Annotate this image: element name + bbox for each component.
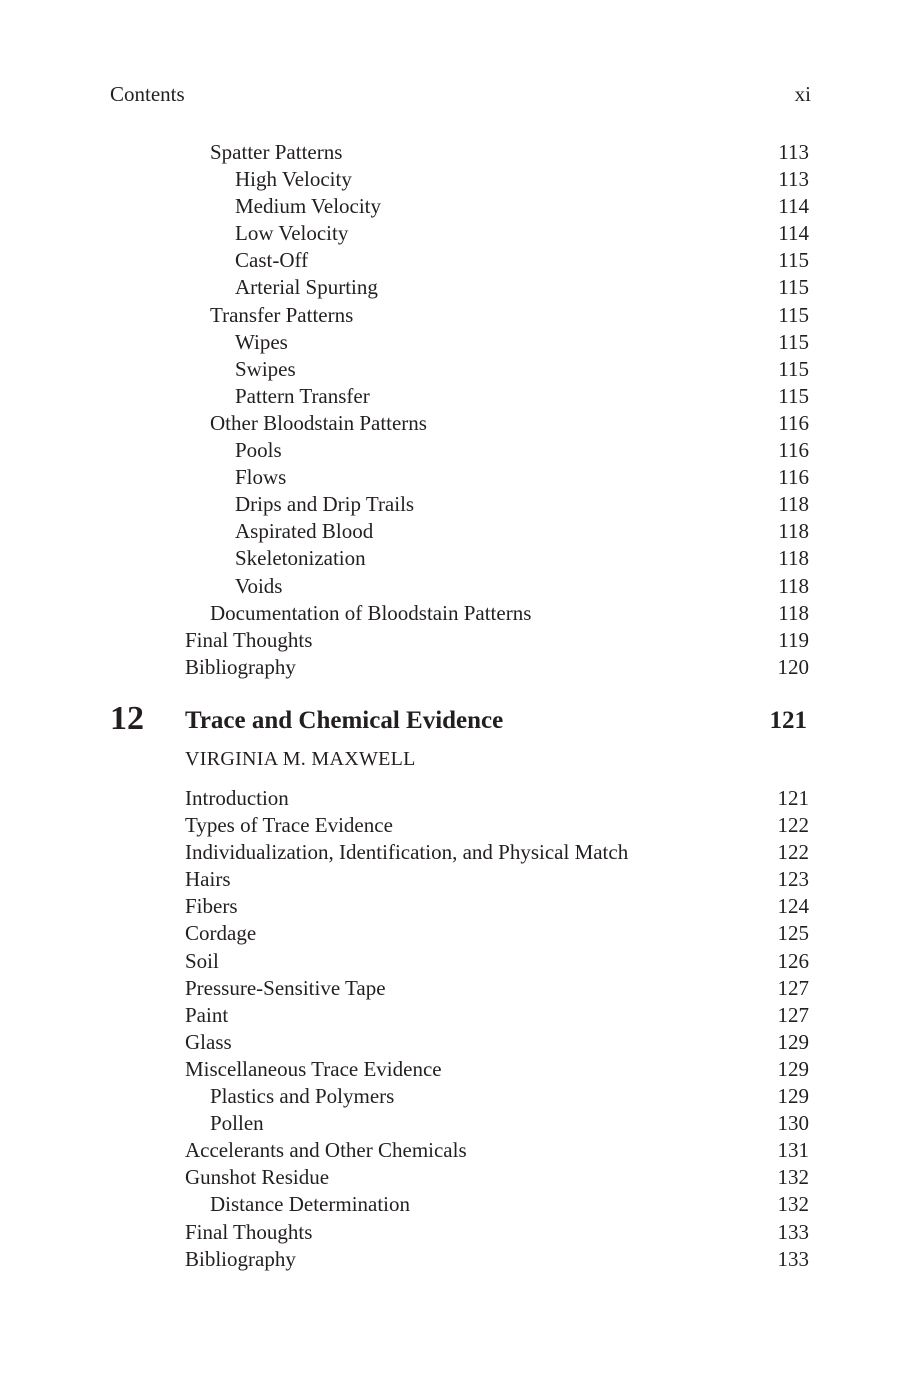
toc-entry-label: Distance Determination bbox=[210, 1192, 411, 1217]
toc-entry bbox=[0, 491, 922, 518]
toc-entry bbox=[0, 948, 922, 975]
toc-entry bbox=[0, 410, 922, 437]
toc-entry-label: Arterial Spurting bbox=[235, 275, 378, 300]
toc-entry bbox=[0, 1056, 922, 1083]
toc-entry-label: Other Bloodstain Patterns bbox=[210, 410, 427, 435]
toc-entry-page-number: 126 bbox=[777, 948, 809, 973]
toc-entry bbox=[0, 545, 922, 572]
toc-entry-label: Cordage bbox=[185, 921, 257, 946]
toc-entry-page-number: 114 bbox=[778, 221, 809, 246]
toc-entry-page-number: 125 bbox=[777, 921, 809, 946]
toc-entry-label: Soil bbox=[185, 948, 219, 973]
toc-entry-label: Individualization, Identification, and Physical Match bbox=[185, 840, 629, 865]
toc-entry-page-number: 114 bbox=[778, 194, 809, 219]
toc-entry-page-number: 118 bbox=[778, 492, 809, 517]
toc-entry bbox=[0, 166, 922, 193]
toc-entry-label: Cast-Off bbox=[235, 248, 309, 273]
toc-entry-page-number: 115 bbox=[778, 356, 809, 381]
toc-entry-label: Hairs bbox=[185, 867, 231, 892]
toc-entry-label: Bibliography bbox=[185, 654, 296, 679]
toc-entry-label: Wipes bbox=[235, 329, 288, 354]
toc-entry bbox=[0, 383, 922, 410]
toc-entry bbox=[0, 920, 922, 947]
chapter-title: Trace and Chemical Evidence bbox=[185, 707, 504, 734]
toc-entry bbox=[0, 1219, 922, 1246]
toc-entry-label: High Velocity bbox=[235, 167, 352, 192]
toc-entry bbox=[0, 839, 922, 866]
toc-entry-page-number: 120 bbox=[777, 654, 809, 679]
toc-entry-page-number: 129 bbox=[777, 1029, 809, 1054]
toc-entry bbox=[0, 302, 922, 329]
toc-entry-label: Skeletonization bbox=[235, 546, 366, 571]
toc-entry-label: Pressure-Sensitive Tape bbox=[185, 975, 386, 1000]
toc-entry-page-number: 116 bbox=[778, 438, 809, 463]
toc-continued-entries bbox=[0, 139, 922, 681]
toc-entry-page-number: 129 bbox=[777, 1084, 809, 1109]
toc-entry-page-number: 115 bbox=[778, 383, 809, 408]
toc-entry-label: Glass bbox=[185, 1029, 232, 1054]
page-folio: xi bbox=[794, 82, 811, 106]
toc-entry bbox=[0, 329, 922, 356]
toc-entry bbox=[0, 247, 922, 274]
toc-entry-label: Spatter Patterns bbox=[210, 140, 343, 164]
toc-entry-page-number: 118 bbox=[778, 546, 809, 571]
toc-entry-page-number: 116 bbox=[778, 465, 809, 490]
toc-entry bbox=[0, 437, 922, 464]
toc-entry bbox=[0, 1110, 922, 1137]
toc-entry bbox=[0, 654, 922, 681]
toc-entry bbox=[0, 193, 922, 220]
toc-entry-page-number: 124 bbox=[777, 894, 809, 919]
toc-entry bbox=[0, 812, 922, 839]
toc-entry bbox=[0, 1029, 922, 1056]
toc-entry-label: Paint bbox=[185, 1002, 229, 1027]
toc-entry-page-number: 131 bbox=[777, 1138, 809, 1163]
toc-entry bbox=[0, 1246, 922, 1273]
toc-entry-label: Drips and Drip Trails bbox=[235, 492, 415, 517]
toc-entry-label: Plastics and Polymers bbox=[210, 1084, 395, 1109]
toc-entry-label: Introduction bbox=[185, 786, 289, 810]
toc-entry-label: Medium Velocity bbox=[235, 194, 382, 219]
toc-entry-page-number: 122 bbox=[777, 840, 809, 865]
toc-entry bbox=[0, 1002, 922, 1029]
toc-entry-label: Pools bbox=[235, 438, 282, 463]
toc-entry-label: Final Thoughts bbox=[185, 627, 313, 652]
toc-entry-page-number: 118 bbox=[778, 600, 809, 625]
toc-entry bbox=[0, 600, 922, 627]
toc-entry bbox=[0, 975, 922, 1002]
toc-entry-label: Gunshot Residue bbox=[185, 1165, 330, 1190]
toc-entry-page-number: 127 bbox=[777, 1002, 809, 1027]
toc-entry-page-number: 113 bbox=[778, 140, 809, 164]
toc-entry-page-number: 133 bbox=[777, 1219, 809, 1244]
toc-entry-label: Types of Trace Evidence bbox=[185, 813, 393, 838]
toc-entry-page-number: 115 bbox=[778, 248, 809, 273]
toc-entry bbox=[0, 785, 922, 812]
toc-entry-page-number: 129 bbox=[777, 1056, 809, 1081]
toc-entry-page-number: 133 bbox=[777, 1246, 809, 1271]
toc-entry-page-number: 118 bbox=[778, 519, 809, 544]
chapter-author: VIRGINIA M. MAXWELL bbox=[185, 748, 416, 770]
toc-entry bbox=[0, 627, 922, 654]
toc-entry bbox=[0, 464, 922, 491]
running-head-title: Contents bbox=[110, 82, 185, 106]
toc-entry-page-number: 130 bbox=[777, 1111, 809, 1136]
toc-entry-page-number: 116 bbox=[778, 410, 809, 435]
chapter-number: 12 bbox=[110, 700, 144, 737]
toc-entry-page-number: 118 bbox=[778, 573, 809, 598]
toc-entry bbox=[0, 139, 922, 166]
toc-chapter-entries bbox=[0, 785, 922, 1273]
toc-entry bbox=[0, 1191, 922, 1218]
toc-entry-label: Voids bbox=[235, 573, 283, 598]
toc-entry bbox=[0, 1164, 922, 1191]
toc-entry-label: Pollen bbox=[210, 1111, 264, 1136]
toc-entry-label: Aspirated Blood bbox=[235, 519, 374, 544]
toc-entry-page-number: 115 bbox=[778, 329, 809, 354]
toc-entry-label: Pattern Transfer bbox=[235, 383, 370, 408]
toc-entry bbox=[0, 1083, 922, 1110]
toc-entry-label: Bibliography bbox=[185, 1246, 296, 1271]
toc-entry-page-number: 115 bbox=[778, 275, 809, 300]
toc-entry-label: Transfer Patterns bbox=[210, 302, 354, 327]
toc-entry bbox=[0, 356, 922, 383]
toc-entry-page-number: 132 bbox=[777, 1192, 809, 1217]
toc-entry-page-number: 132 bbox=[777, 1165, 809, 1190]
toc-entry-page-number: 113 bbox=[778, 167, 809, 192]
toc-entry bbox=[0, 220, 922, 247]
toc-entry bbox=[0, 893, 922, 920]
running-head bbox=[110, 80, 811, 108]
toc-entry bbox=[0, 573, 922, 600]
toc-entry-label: Low Velocity bbox=[235, 221, 349, 246]
toc-entry bbox=[0, 518, 922, 545]
toc-entry-page-number: 127 bbox=[777, 975, 809, 1000]
toc-entry-page-number: 122 bbox=[777, 813, 809, 838]
toc-entry-label: Accelerants and Other Chemicals bbox=[185, 1138, 467, 1163]
toc-entry bbox=[0, 866, 922, 893]
toc-entry-label: Documentation of Bloodstain Patterns bbox=[210, 600, 532, 625]
toc-entry-label: Flows bbox=[235, 465, 287, 490]
toc-entry-label: Fibers bbox=[185, 894, 238, 919]
toc-entry-page-number: 123 bbox=[777, 867, 809, 892]
toc-entry-label: Final Thoughts bbox=[185, 1219, 313, 1244]
toc-entry-label: Swipes bbox=[235, 356, 296, 381]
toc-entry bbox=[0, 274, 922, 301]
chapter-page-number: 121 bbox=[769, 707, 807, 734]
chapter-heading bbox=[0, 700, 922, 740]
toc-entry-page-number: 115 bbox=[778, 302, 809, 327]
toc-entry-label: Miscellaneous Trace Evidence bbox=[185, 1056, 442, 1081]
toc-entry-page-number: 121 bbox=[777, 786, 809, 810]
toc-entry-page-number: 119 bbox=[778, 627, 809, 652]
toc-entry bbox=[0, 1137, 922, 1164]
